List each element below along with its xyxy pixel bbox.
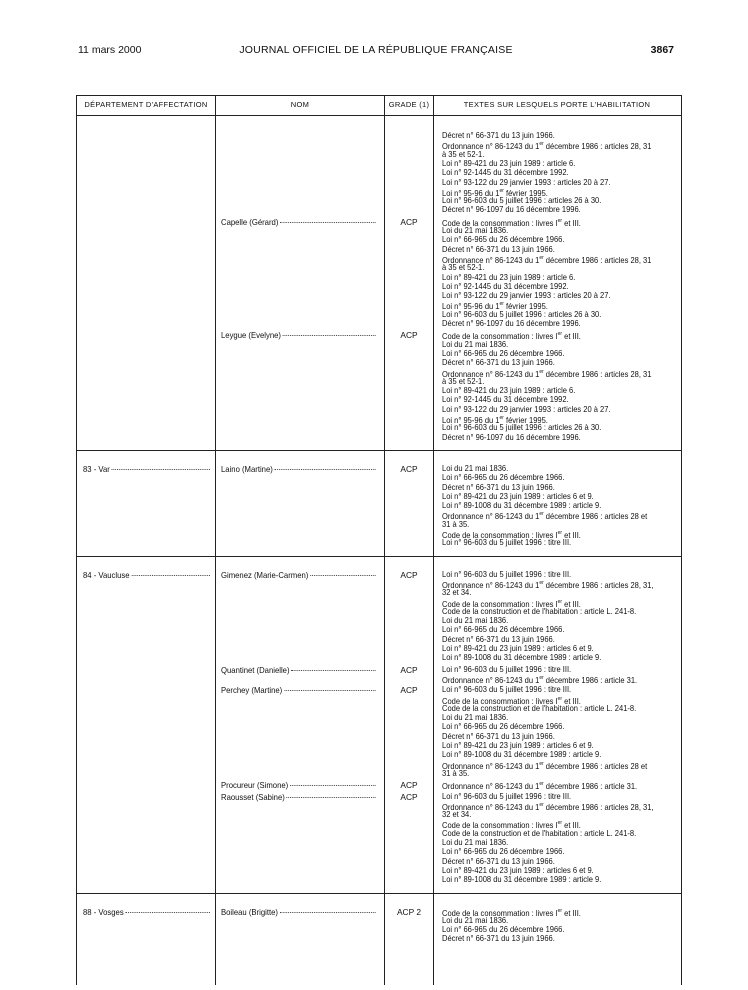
person-name bbox=[221, 330, 376, 340]
legal-text-line: Loi n° 95-96 du 1er février 1995. bbox=[442, 414, 548, 425]
legal-text-line: Loi n° 89-421 du 23 juin 1989 : article 6. bbox=[442, 385, 576, 396]
department-name bbox=[83, 570, 210, 580]
habilitation-table bbox=[76, 95, 682, 985]
person-name bbox=[221, 464, 376, 474]
person-name-label: Laino (Martine) bbox=[221, 463, 273, 474]
legal-text-line: Loi n° 89-1008 du 31 décembre 1989 : article 9. bbox=[442, 749, 602, 760]
legal-text-line: Loi n° 89-421 du 23 juin 1989 : articles 6 et 9. bbox=[442, 490, 594, 501]
legal-text-line: Loi n° 66-965 du 26 décembre 1966. bbox=[442, 846, 565, 857]
legal-text-line: Loi n° 89-421 du 23 juin 1989 : article 6. bbox=[442, 271, 576, 282]
legal-text-line: Loi n° 96-603 du 5 juillet 1996 : titre III. bbox=[442, 790, 572, 801]
dot-leader bbox=[280, 912, 376, 913]
dot-leader bbox=[291, 670, 375, 671]
legal-text-line: 31 à 35. bbox=[442, 518, 470, 529]
page-number: 3867 bbox=[650, 44, 674, 56]
legal-text-line: Loi n° 89-421 du 23 juin 1989 : articles 6 et 9. bbox=[442, 740, 594, 750]
legal-text-line: Loi n° 66-965 du 26 décembre 1966. bbox=[442, 924, 565, 935]
legal-text-line: Décret n° 66-371 du 13 juin 1966. bbox=[442, 730, 555, 741]
legal-text-line: Loi n° 96-603 du 5 juillet 1996 : titre III. bbox=[442, 684, 572, 695]
legal-text-line: Loi n° 89-1008 du 31 décembre 1989 : article 9. bbox=[442, 500, 602, 511]
person-name-label: Perchey (Martine) bbox=[221, 685, 283, 696]
legal-text-line: Ordonnance n° 86-1243 du 1er décembre 1986 : articles 28, 31 bbox=[442, 368, 652, 379]
dot-leader bbox=[284, 690, 375, 691]
legal-text-line: Ordonnance n° 86-1243 du 1er décembre 1986 : articles 28, 31 bbox=[442, 141, 652, 152]
legal-text-line: Loi n° 92-1445 du 31 décembre 1992. bbox=[442, 167, 569, 178]
person-name bbox=[221, 792, 376, 802]
legal-text-line: Décret n° 66-371 du 13 juin 1966. bbox=[442, 130, 555, 140]
dot-leader bbox=[280, 222, 375, 223]
legal-text-line: Code de la consommation : livres Ier et III. bbox=[442, 217, 581, 228]
legal-text-line: Loi n° 96-603 du 5 juillet 1996 : articles 26 à 30. bbox=[442, 422, 602, 433]
column-header-nom: NOM bbox=[290, 100, 310, 109]
person-name bbox=[221, 907, 376, 917]
legal-text-line: Ordonnance n° 86-1243 du 1er décembre 1986 : articles 28, 31, bbox=[442, 579, 654, 590]
grade-value: ACP bbox=[400, 463, 418, 474]
publication-date: 11 mars 2000 bbox=[78, 44, 142, 56]
column-header-textes: TEXTES SUR LESQUELS PORTE L'HABILITATION bbox=[463, 100, 651, 109]
legal-text-line: Loi n° 96-603 du 5 juillet 1996 : titre III. bbox=[442, 537, 572, 548]
legal-text-line: Code de la construction et de l'habitation : article L. 241-8. bbox=[442, 827, 637, 838]
column-divider bbox=[215, 95, 216, 985]
department-label: 83 - Var bbox=[83, 463, 110, 474]
department-label: 84 - Vaucluse bbox=[83, 569, 130, 580]
department-separator-rule bbox=[76, 450, 682, 451]
person-name-label: Quantinet (Danielle) bbox=[221, 664, 290, 675]
department-separator-rule bbox=[76, 556, 682, 557]
legal-text-line: Décret n° 66-371 du 13 juin 1966. bbox=[442, 633, 555, 644]
legal-text-line: Ordonnance n° 86-1243 du 1er décembre 1986 : article 31. bbox=[442, 780, 638, 791]
person-name-label: Boileau (Brigitte) bbox=[221, 906, 278, 917]
legal-text-line: à 35 et 52-1. bbox=[442, 148, 485, 159]
person-name-label: Leygue (Evelyne) bbox=[221, 330, 281, 341]
person-name-label: Capelle (Gérard) bbox=[221, 216, 279, 227]
legal-text-line: Loi n° 93-122 du 29 janvier 1993 : articles 20 à 27. bbox=[442, 403, 611, 414]
legal-text-line: Ordonnance n° 86-1243 du 1er décembre 1986 : articles 28, 31 bbox=[442, 254, 652, 265]
legal-text-line: Ordonnance n° 86-1243 du 1er décembre 1986 : article 31. bbox=[442, 674, 638, 685]
legal-text-line: Loi n° 95-96 du 1er février 1995. bbox=[442, 301, 548, 312]
legal-text-line: Loi n° 95-96 du 1er février 1995. bbox=[442, 187, 548, 198]
legal-text-line: Loi du 21 mai 1836. bbox=[442, 837, 509, 847]
legal-text-line: Loi n° 92-1445 du 31 décembre 1992. bbox=[442, 394, 569, 405]
legal-text-line: Loi n° 96-603 du 5 juillet 1996 : titre III. bbox=[442, 568, 572, 579]
column-header-departement: DÉPARTEMENT D'AFFECTATION bbox=[84, 100, 208, 109]
legal-text-line: 32 et 34. bbox=[442, 809, 472, 820]
person-name bbox=[221, 570, 376, 580]
legal-text-line: Décret n° 96-1097 du 16 décembre 1996. bbox=[442, 431, 581, 442]
department-name bbox=[83, 464, 210, 474]
legal-text-line: Décret n° 66-371 du 13 juin 1966. bbox=[442, 933, 555, 944]
legal-text-line: Loi n° 66-965 du 26 décembre 1966. bbox=[442, 234, 565, 245]
grade-value: ACP bbox=[400, 791, 418, 802]
legal-text-line: Loi n° 89-1008 du 31 décembre 1989 : article 9. bbox=[442, 652, 602, 663]
legal-text-line: à 35 et 52-1. bbox=[442, 262, 485, 273]
column-header-grade: GRADE (1) bbox=[388, 100, 430, 109]
legal-text-line: Ordonnance n° 86-1243 du 1er décembre 1986 : articles 28 et bbox=[442, 511, 648, 522]
column-divider bbox=[384, 95, 385, 985]
legal-text-line: Loi du 21 mai 1836. bbox=[442, 462, 509, 473]
dot-leader bbox=[283, 335, 376, 336]
person-name-label: Gimenez (Marie-Carmen) bbox=[221, 569, 309, 580]
legal-text-line: Loi du 21 mai 1836. bbox=[442, 712, 509, 723]
legal-text-line: Loi n° 66-965 du 26 décembre 1966. bbox=[442, 472, 565, 483]
legal-text-line: Code de la consommation : livres Ier et III. bbox=[442, 529, 581, 540]
grade-value: ACP bbox=[400, 664, 418, 675]
legal-text-line: Loi n° 66-965 du 26 décembre 1966. bbox=[442, 624, 565, 635]
department-name bbox=[83, 907, 210, 917]
legal-text-line: Décret n° 66-371 du 13 juin 1966. bbox=[442, 357, 555, 368]
legal-text-line: Loi du 21 mai 1836. bbox=[442, 338, 509, 349]
person-name bbox=[221, 665, 376, 675]
grade-value: ACP bbox=[400, 330, 418, 341]
grade-value: ACP bbox=[400, 216, 418, 227]
person-name bbox=[221, 685, 376, 695]
legal-text-line: Code de la consommation : livres Ier et III. bbox=[442, 331, 581, 342]
legal-text-line: Loi du 21 mai 1836. bbox=[442, 914, 509, 925]
department-separator-rule bbox=[76, 893, 682, 894]
legal-text-line: Code de la consommation : livres Ier et III. bbox=[442, 907, 581, 918]
person-name-label: Raousset (Sabine) bbox=[221, 791, 285, 802]
legal-text-line: Décret n° 66-371 du 13 juin 1966. bbox=[442, 481, 555, 492]
legal-text-line: Loi n° 66-965 du 26 décembre 1966. bbox=[442, 347, 565, 358]
dot-leader bbox=[290, 785, 375, 786]
page-header bbox=[78, 44, 674, 58]
legal-text-line: 32 et 34. bbox=[442, 587, 472, 598]
legal-text-line: Ordonnance n° 86-1243 du 1er décembre 1986 : articles 28 et bbox=[442, 760, 648, 771]
dot-leader bbox=[131, 575, 210, 576]
journal-title: JOURNAL OFFICIEL DE LA RÉPUBLIQUE FRANÇAISE bbox=[239, 44, 513, 56]
legal-text-line: Loi n° 96-603 du 5 juillet 1996 : articles 26 à 30. bbox=[442, 195, 602, 206]
legal-text-line: Code de la consommation : livres Ier et III. bbox=[442, 598, 581, 609]
legal-text-line: Code de la construction et de l'habitation : article L. 241-8. bbox=[442, 702, 637, 713]
person-name bbox=[221, 217, 376, 227]
legal-text-line: Décret n° 96-1097 du 16 décembre 1996. bbox=[442, 204, 581, 215]
legal-text-line: Loi du 21 mai 1836. bbox=[442, 225, 509, 235]
legal-text-line: Décret n° 96-1097 du 16 décembre 1996. bbox=[442, 318, 581, 328]
legal-text-line: Code de la consommation : livres Ier et III. bbox=[442, 820, 581, 831]
dot-leader bbox=[310, 575, 375, 576]
legal-text-line: Code de la construction et de l'habitation : article L. 241-8. bbox=[442, 605, 637, 616]
legal-text-line: Décret n° 66-371 du 13 juin 1966. bbox=[442, 855, 555, 866]
dot-leader bbox=[287, 797, 376, 798]
legal-text-line: Loi n° 89-421 du 23 juin 1989 : article 6. bbox=[442, 157, 576, 168]
legal-text-line: Loi n° 89-421 du 23 juin 1989 : articles 6 et 9. bbox=[442, 643, 594, 653]
legal-text-line: Loi n° 96-603 du 5 juillet 1996 : titre III. bbox=[442, 663, 572, 674]
legal-text-line: Loi n° 96-603 du 5 juillet 1996 : articles 26 à 30. bbox=[442, 308, 602, 319]
column-divider bbox=[433, 95, 434, 985]
legal-text-line: Loi n° 89-421 du 23 juin 1989 : articles 6 et 9. bbox=[442, 864, 594, 875]
grade-value: ACP 2 bbox=[396, 906, 422, 917]
legal-text-line: Loi n° 93-122 du 29 janvier 1993 : articles 20 à 27. bbox=[442, 290, 611, 301]
legal-text-line: Loi n° 89-1008 du 31 décembre 1989 : article 9. bbox=[442, 874, 602, 885]
dot-leader bbox=[126, 912, 210, 913]
legal-text-line: Loi du 21 mai 1836. bbox=[442, 615, 509, 626]
legal-text-line: Ordonnance n° 86-1243 du 1er décembre 1986 : articles 28, 31, bbox=[442, 801, 654, 812]
grade-value: ACP bbox=[400, 780, 418, 791]
dot-leader bbox=[112, 469, 210, 470]
legal-text-line: Décret n° 66-371 du 13 juin 1966. bbox=[442, 243, 555, 254]
grade-value: ACP bbox=[400, 569, 418, 580]
department-label: 88 - Vosges bbox=[83, 906, 124, 917]
legal-text-line: Loi n° 92-1445 du 31 décembre 1992. bbox=[442, 280, 569, 291]
grade-value: ACP bbox=[400, 685, 418, 696]
legal-text-line: à 35 et 52-1. bbox=[442, 375, 485, 386]
header-bottom-rule bbox=[76, 115, 682, 116]
dot-leader bbox=[275, 469, 376, 470]
legal-text-line: Loi n° 66-965 du 26 décembre 1966. bbox=[442, 721, 565, 732]
legal-text-line: 31 à 35. bbox=[442, 767, 470, 778]
person-name-label: Procureur (Simone) bbox=[221, 780, 289, 791]
legal-text-line: Loi n° 93-122 du 29 janvier 1993 : articles 20 à 27. bbox=[442, 176, 611, 187]
legal-text-line: Code de la consommation : livres Ier et III. bbox=[442, 695, 581, 706]
person-name bbox=[221, 780, 376, 790]
